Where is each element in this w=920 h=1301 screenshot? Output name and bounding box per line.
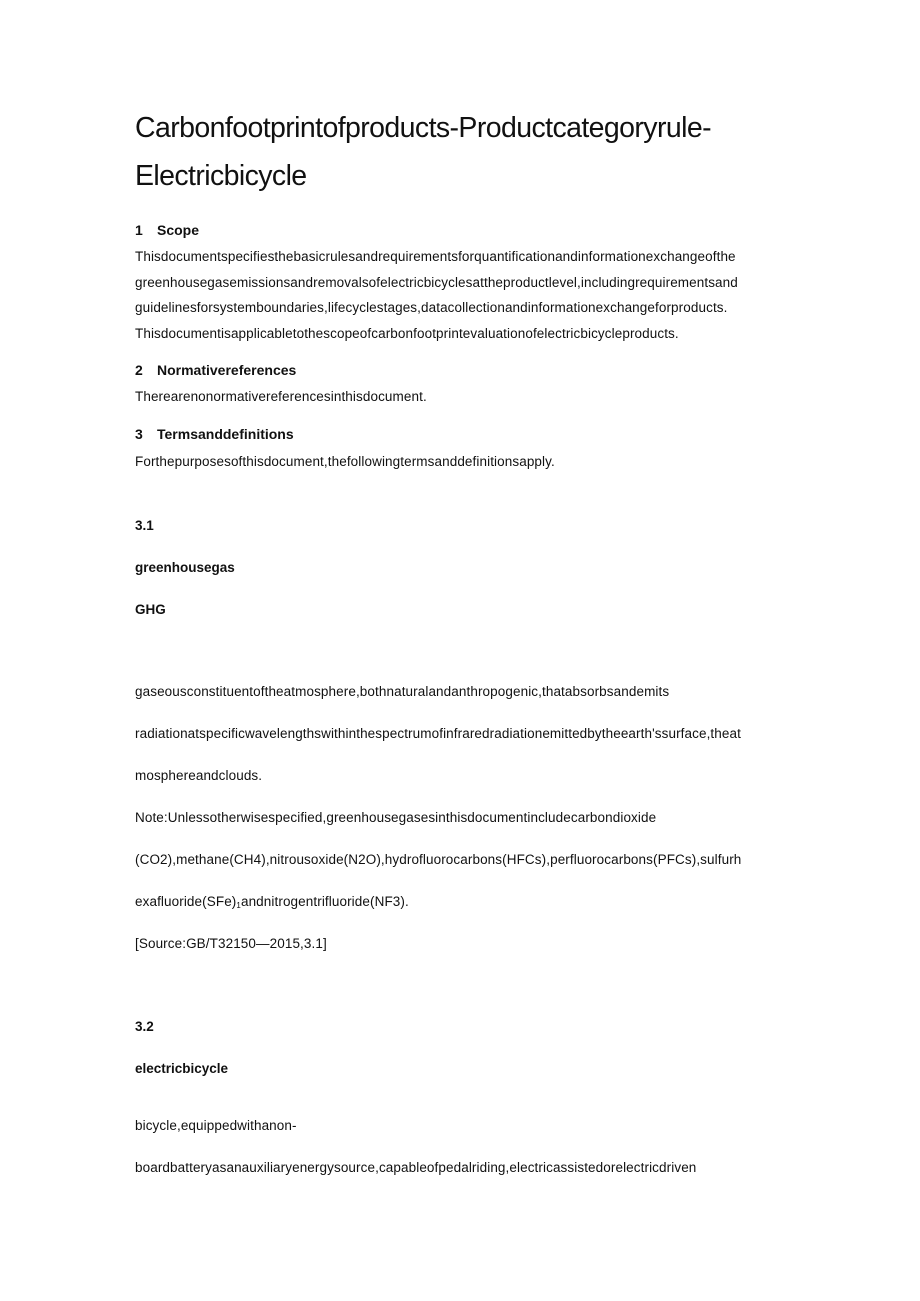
paragraph-line: Forthepurposesofthisdocument,thefollowingtermsanddefinitionsapply. [135, 454, 555, 469]
note-text: exafluoride(SFe) [135, 894, 237, 909]
paragraph-line: Thisdocumentisapplicabletothescopeofcarbonfootprintevaluationofelectricbicycleproducts. [135, 326, 679, 341]
section-title: Normativereferences [157, 362, 297, 378]
document-title-line-1: Carbonfootprintofproducts-Productcategoryrule- [135, 112, 711, 144]
note-line: (CO2),methane(CH4),nitrousoxide(N2O),hydrofluorocarbons(HFCs),perfluorocarbons(PFCs),sulfurh [135, 852, 742, 867]
section-title: Termsanddefinitions [157, 426, 294, 442]
section-title: Scope [157, 222, 200, 238]
term-abbreviation: GHG [135, 602, 166, 617]
paragraph-line: Thisdocumentspecifiesthebasicrulesandrequirementsforquantificationandinformationexchangeofthe [135, 249, 736, 264]
definition-line: gaseousconstituentoftheatmosphere,bothnaturalandanthropogenic,thatabsorbsandemits [135, 684, 670, 699]
definition-line: boardbatteryasanauxiliaryenergysource,capableofpedalriding,electricassistedorelectricdriven [135, 1160, 697, 1175]
source-reference: [Source:GB/T32150—2015,3.1] [135, 936, 327, 951]
note-text: andnitrogentrifluoride(NF3). [240, 894, 409, 909]
term-number: 3.2 [135, 1019, 154, 1034]
note-line: Note:Unlessotherwisespecified,greenhousegasesinthisdocumentincludecarbondioxide [135, 810, 657, 825]
section-number: 2 [135, 362, 143, 378]
section-heading-scope [135, 222, 199, 238]
paragraph-line: Therearenonormativereferencesinthisdocument. [135, 389, 427, 404]
definition-line: mosphereandclouds. [135, 768, 263, 783]
note-line [135, 894, 409, 910]
term-number: 3.1 [135, 518, 154, 533]
section-number: 1 [135, 222, 143, 238]
definition-line: bicycle,equippedwithanon- [135, 1118, 297, 1133]
note-subscript: 1 [236, 901, 241, 910]
section-heading-normative-references [135, 362, 296, 378]
term-name: greenhousegas [135, 560, 235, 575]
definition-line: radiationatspecificwavelengthswithinthespectrumofinfraredradiationemittedbytheearth'ssurface,theat [135, 726, 741, 741]
paragraph-line: guidelinesforsystemboundaries,lifecyclestages,datacollectionandinformationexchangeforproducts. [135, 300, 728, 315]
paragraph-line: greenhousegasemissionsandremovalsofelectricbicyclesattheproductlevel,includingrequirementsand [135, 275, 738, 290]
document-title-line-2: Electricbicycle [135, 160, 307, 192]
term-name: electricbicycle [135, 1061, 229, 1076]
section-number: 3 [135, 426, 143, 442]
section-heading-terms-and-definitions [135, 426, 294, 442]
